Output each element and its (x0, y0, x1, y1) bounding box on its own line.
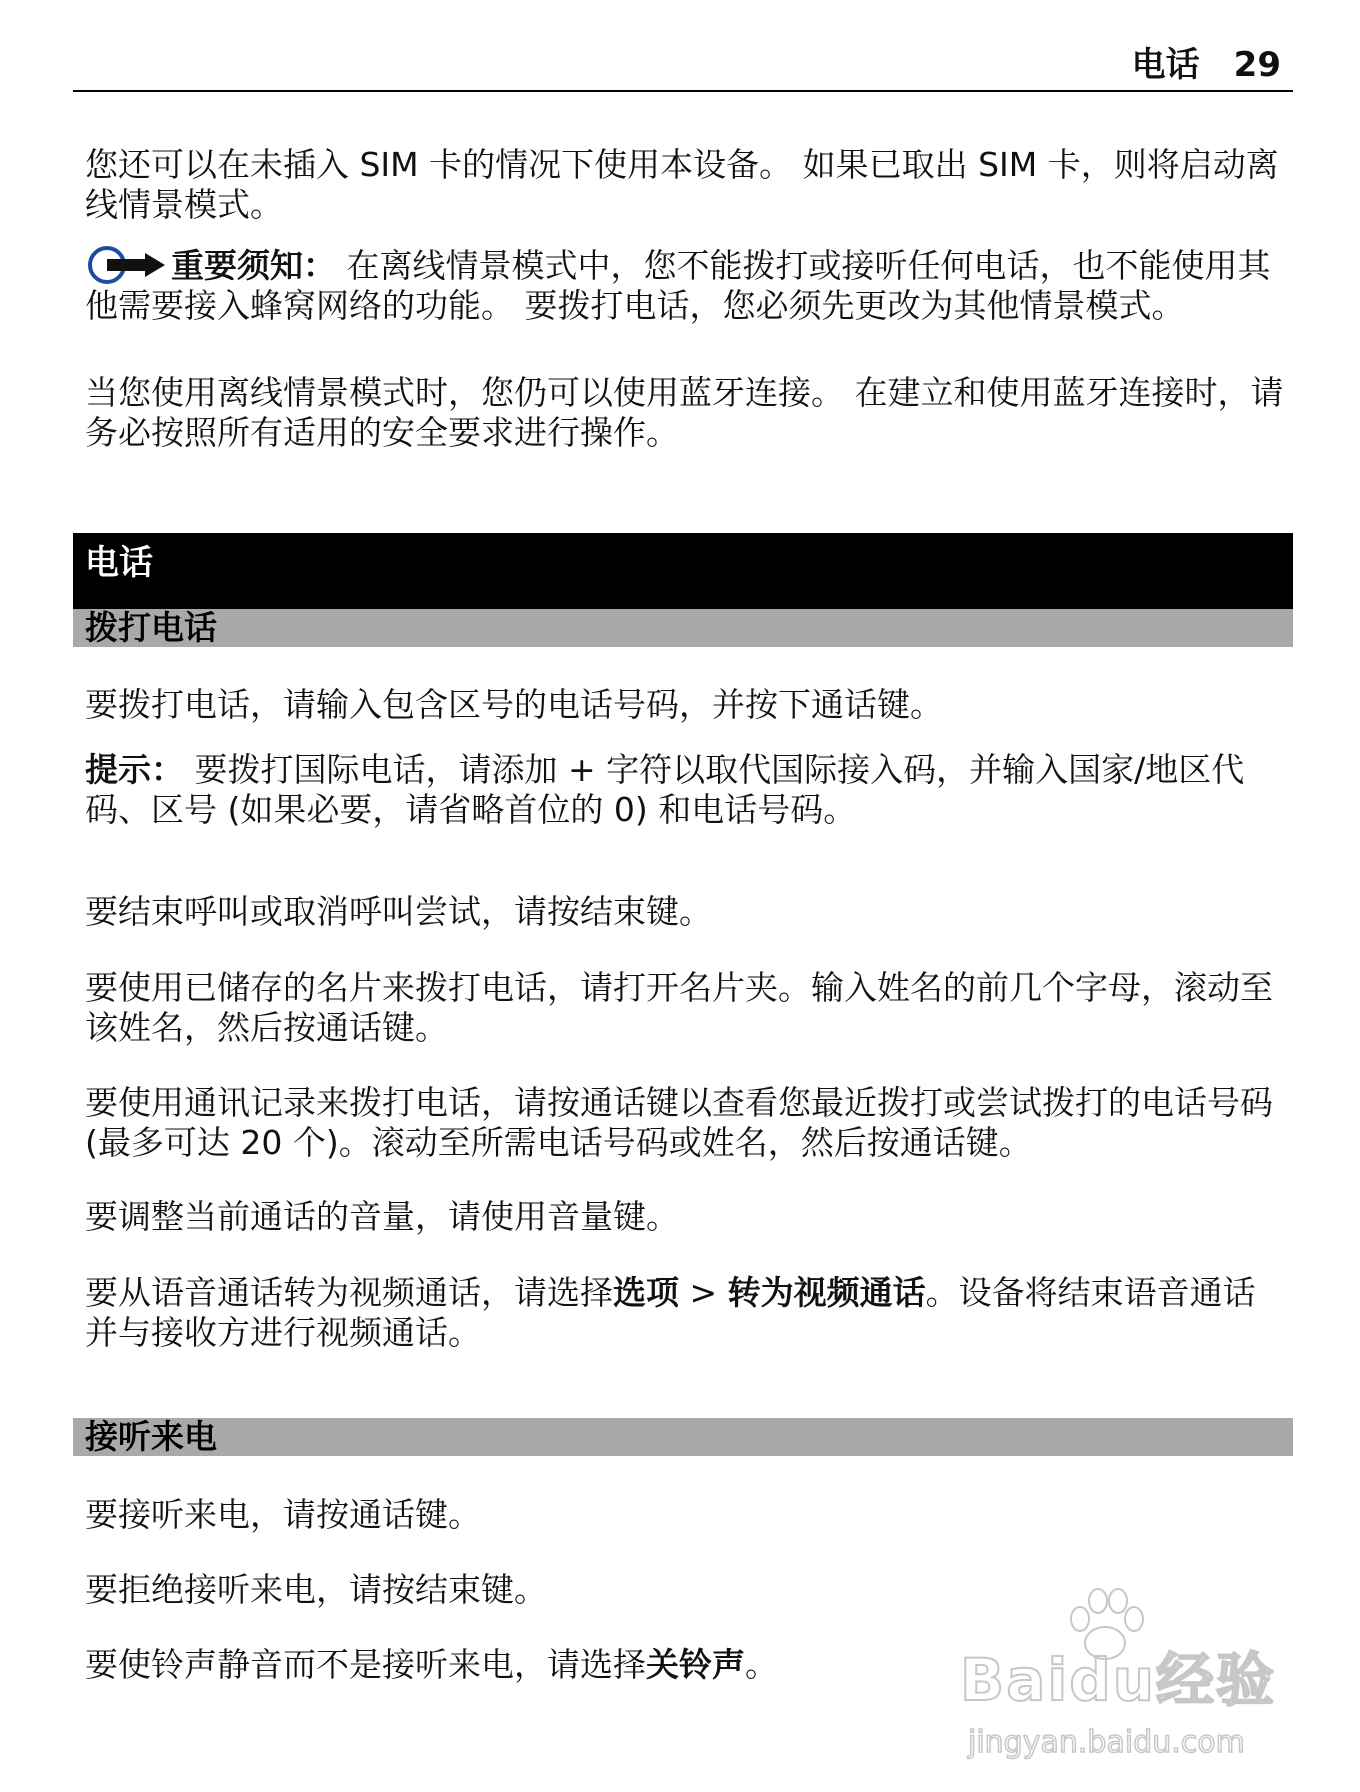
header-section-title: 电话 (1131, 45, 1200, 85)
mute-text-pre: 要使铃声静音而不是接听来电，请选择 (85, 1645, 646, 1684)
watermark-logo: Baidu经验 (960, 1646, 1277, 1714)
notice-text: 在离线情景模式中，您不能拨打或接听任何电话，也不能使用其他需要接入蜂窝网络的功能。 要拨打电话，您必须先更改为其他情景模式。 (85, 246, 1271, 325)
watermark-url: jingyan.baidu.com (968, 1725, 1245, 1760)
tip-label: 提示： (85, 750, 184, 789)
menu-option-switch-video: 转为视频通话 (727, 1273, 926, 1312)
log-call-paragraph: 要使用通讯记录来拨打电话，请按通话键以查看您最近拨打或尝试拨打的电话号码 (最多可达 20 个)。滚动至所需电话号码或姓名，然后按通话键。 (85, 1083, 1273, 1162)
mute-text-post: 。 (745, 1645, 778, 1684)
make-call-paragraph: 要拨打电话，请输入包含区号的电话号码，并按下通话键。 (85, 685, 943, 724)
menu-separator: > (679, 1273, 728, 1312)
tip-text: 要拨打国际电话，请添加 + 字符以取代国际接入码，并输入国家/地区代码、区号 (如果必要，请省略首位的 0) 和电话号码。 (85, 750, 1245, 829)
menu-option-options: 选项 (613, 1273, 679, 1312)
subsection-heading-make-call: 拨打电话 (73, 609, 1293, 647)
video-call-text-pre: 要从语音通话转为视频通话，请选择 (85, 1273, 613, 1312)
volume-paragraph: 要调整当前通话的音量，请使用音量键。 (85, 1197, 679, 1236)
video-call-text-post: 。设备将结束语音通话并与接收方进行视频通话。 (85, 1273, 1256, 1352)
running-header (73, 40, 1293, 92)
page-number: 29 (1233, 45, 1281, 85)
reject-call-paragraph: 要拒绝接听来电，请按结束键。 (85, 1570, 547, 1609)
contacts-call-paragraph: 要使用已储存的名片来拨打电话，请打开名片夹。输入姓名的前几个字母，滚动至该姓名，然后按通话键。 (85, 968, 1273, 1047)
menu-option-mute: 关铃声 (646, 1645, 745, 1684)
baidu-watermark (960, 1585, 1280, 1775)
intro-paragraph-bluetooth: 当您使用离线情景模式时，您仍可以使用蓝牙连接。 在建立和使用蓝牙连接时，请务必按照所有适用的安全要求进行操作。 (85, 373, 1284, 452)
intro-paragraph-sim: 您还可以在未插入 SIM 卡的情况下使用本设备。 如果已取出 SIM 卡，则将启动离线情景模式。 (85, 145, 1279, 224)
subsection-heading-answer-call: 接听来电 (73, 1418, 1293, 1456)
notice-pointer-icon (85, 245, 167, 285)
notice-label: 重要须知： (171, 246, 336, 285)
important-notice (85, 245, 1285, 326)
tip-paragraph (85, 750, 1285, 830)
answer-call-paragraph: 要接听来电，请按通话键。 (85, 1495, 481, 1534)
video-call-paragraph (85, 1273, 1285, 1353)
section-heading: 电话 (73, 533, 1293, 609)
end-call-paragraph: 要结束呼叫或取消呼叫尝试，请按结束键。 (85, 892, 712, 931)
